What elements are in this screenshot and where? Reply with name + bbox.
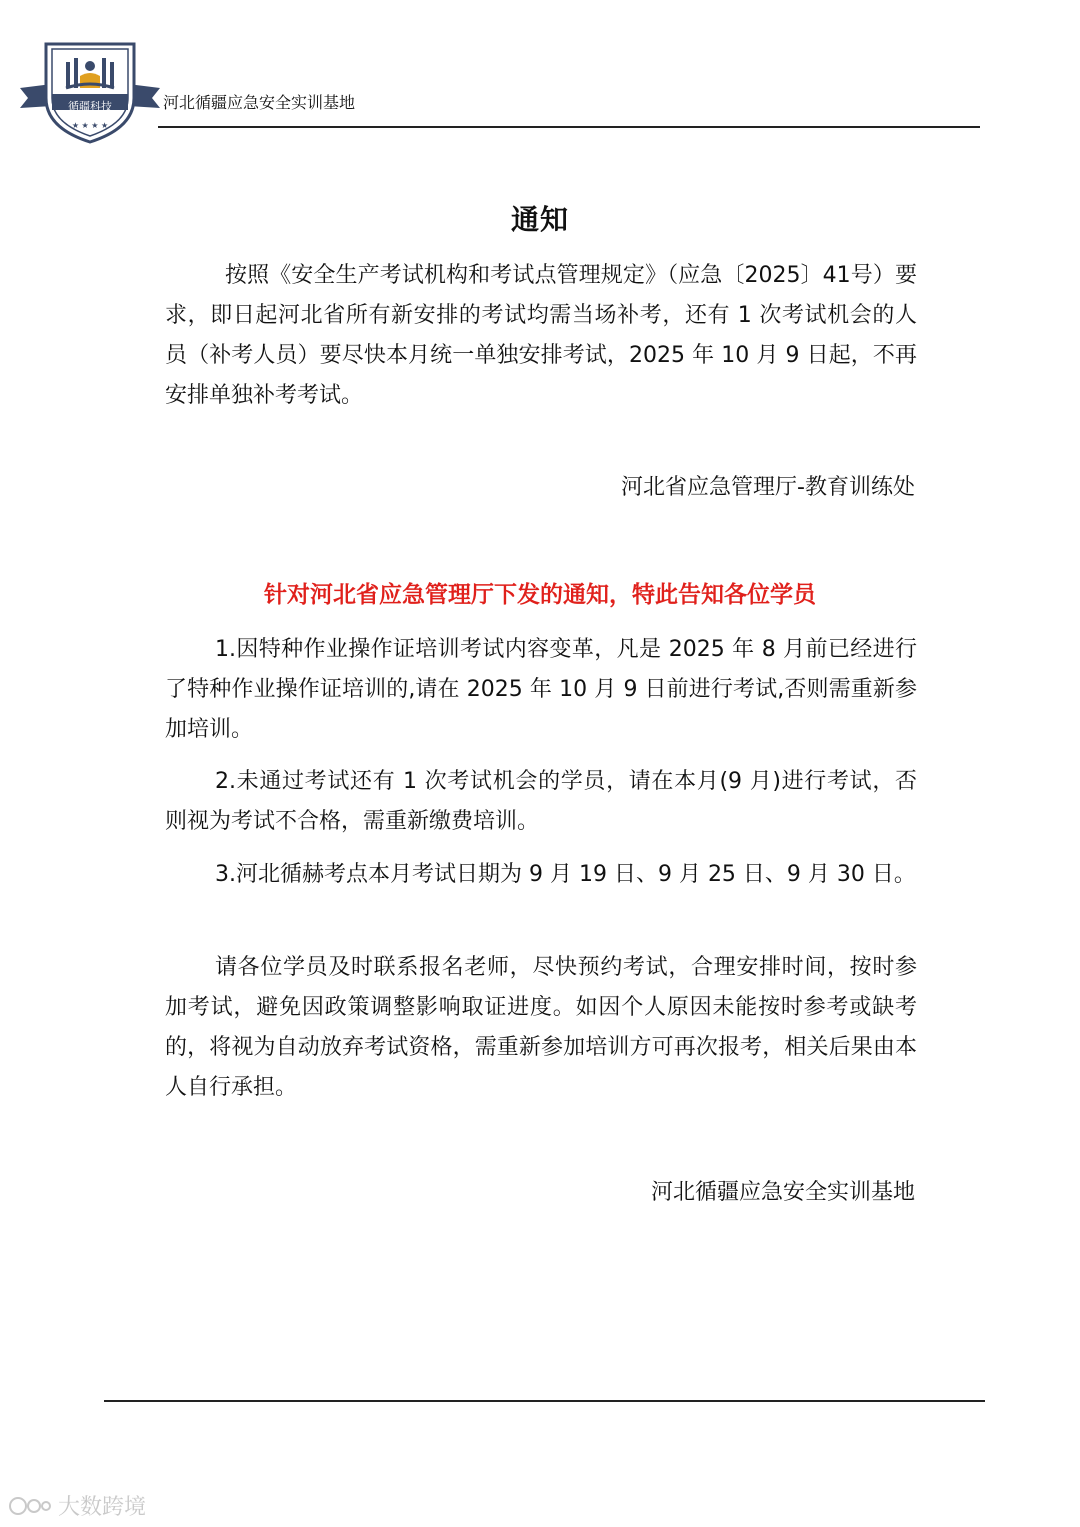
announcement-item-1: 1.因特种作业操作证培训考试内容变革，凡是 2025 年 8 月前已经进行了特种作业操作证培训的,请在 2025 年 10 月 9 日前进行考试,否则需重新参加培训。 xyxy=(165,637,917,742)
svg-text:★ ★ ★ ★: ★ ★ ★ ★ xyxy=(71,121,109,130)
watermark-logo-icon xyxy=(8,1494,52,1518)
header-org-name: 河北循疆应急安全实训基地 xyxy=(163,93,356,112)
header-divider xyxy=(158,126,980,128)
announcement-item-3: 3.河北循赫考点本月考试日期为 9 月 19 日、9 月 25 日、9 月 30 日。 xyxy=(215,862,916,887)
watermark-text: 大数跨境 xyxy=(58,1495,147,1520)
notice-body: 按照《安全生产考试机构和考试点管理规定》（应急〔2025〕41号）要求，即日起河北省所有新安排的考试均需当场补考，还有 1 次考试机会的人员（补考人员）要尽快本月统一单独安排考试，2025 年 10 月 9 日起，不再安排单独补考考试。 xyxy=(165,263,917,408)
footer-divider xyxy=(104,1400,985,1402)
announcement-signature: 河北循疆应急安全实训基地 xyxy=(650,1180,915,1205)
announcement-heading: 针对河北省应急管理厅下发的通知，特此告知各位学员 xyxy=(264,582,816,608)
shield-logo-icon xyxy=(20,36,160,146)
notice-title: 通知 xyxy=(510,203,569,236)
notice-signature: 河北省应急管理厅-教育训练处 xyxy=(621,475,915,500)
announcement-closing: 请各位学员及时联系报名老师，尽快预约考试，合理安排时间，按时参加考试，避免因政策调整影响取证进度。如因个人原因未能按时参考或缺考的，将视为自动放弃考试资格，需重新参加培训方可再次报考，相关后果由本人自行承担。 xyxy=(165,955,917,1100)
watermark xyxy=(8,1490,146,1521)
logo-text: 循疆科技 xyxy=(68,100,112,113)
logo xyxy=(20,36,160,146)
announcement-item-2: 2.未通过考试还有 1 次考试机会的学员，请在本月(9 月)进行考试，否则视为考试不合格，需重新缴费培训。 xyxy=(165,769,917,834)
